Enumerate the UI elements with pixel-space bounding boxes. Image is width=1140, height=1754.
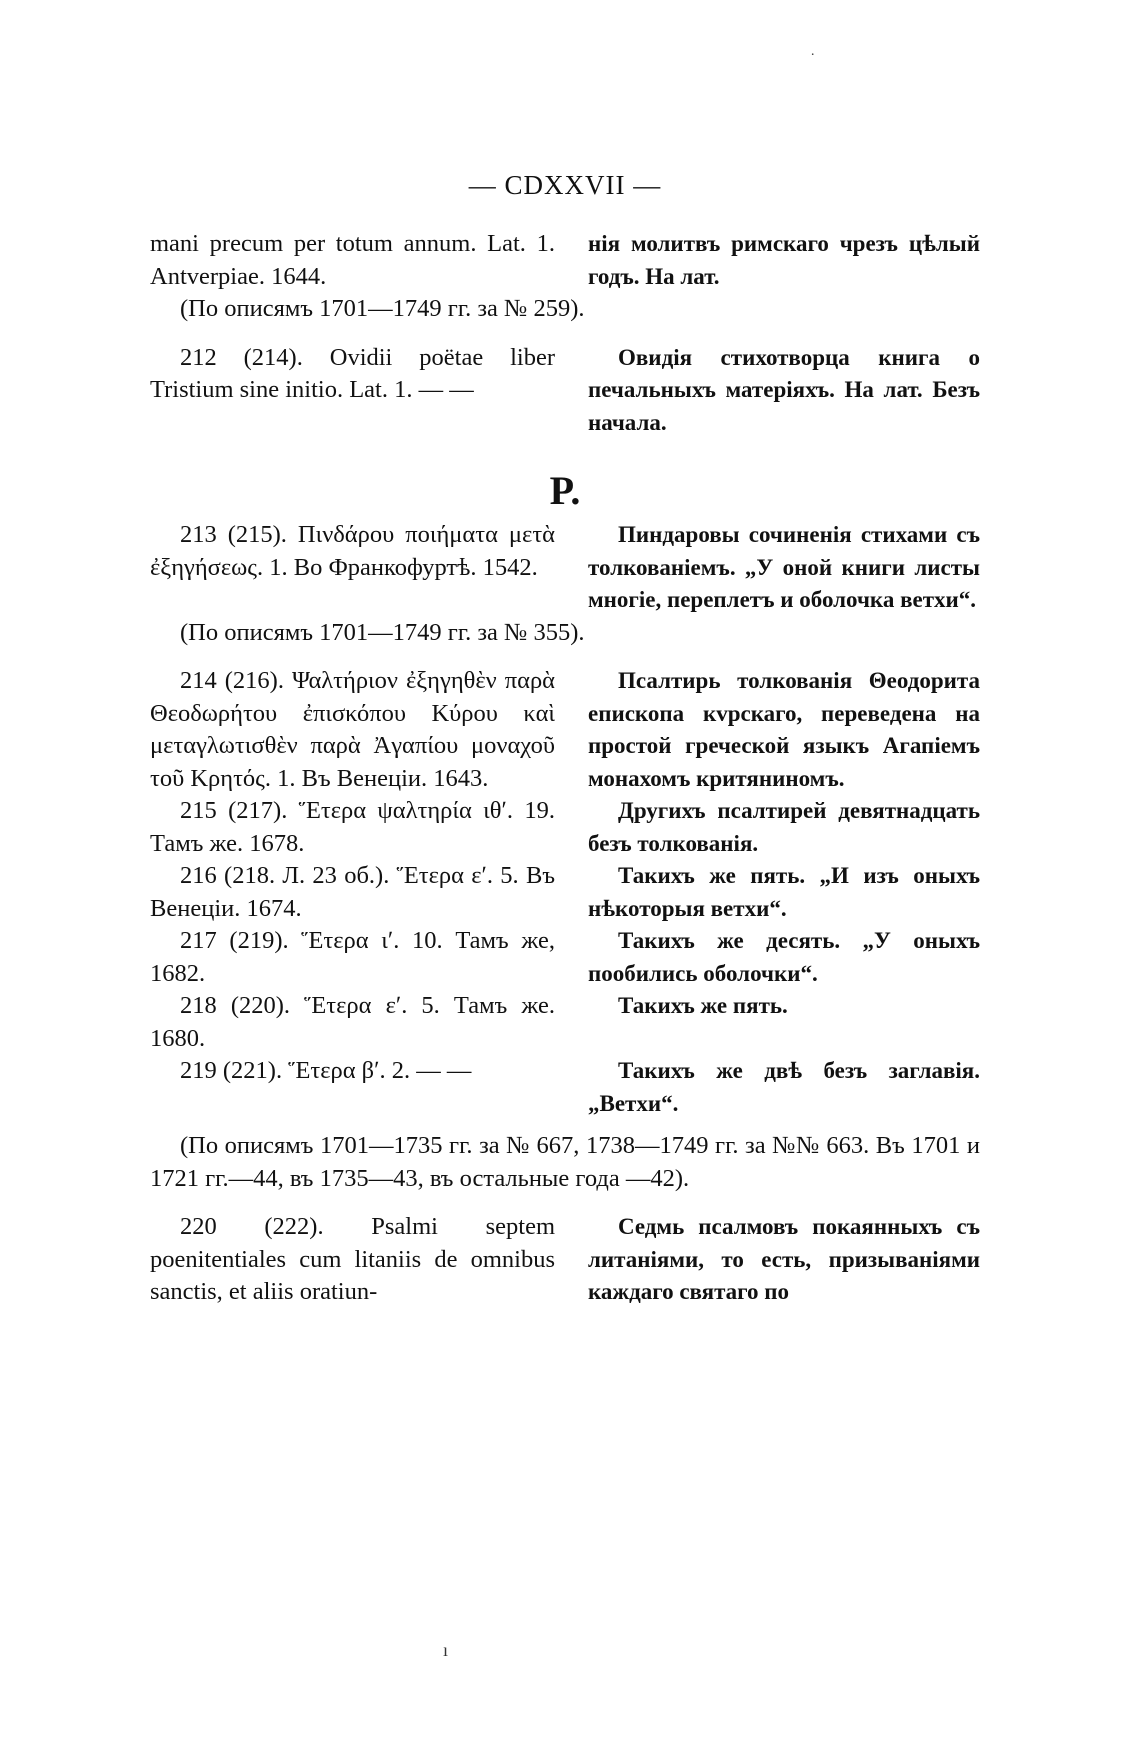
inventory-note: (По описямъ 1701—1749 гг. за № 355). (180, 618, 585, 646)
entry-218 (150, 990, 980, 1055)
entry-216 (150, 860, 980, 925)
entry-right-text: Такихъ же двѣ безъ заглавія. „Ветхи“. (588, 1058, 980, 1116)
entry-left-text: 212 (214). Ovidii poëtae liber Tristium sine initio. Lat. 1. — — (150, 343, 555, 403)
entry-217 (150, 925, 980, 990)
entry-left-text: 218 (220). Ἕτερα εʹ. 5. Тамъ же. 1680. (150, 992, 555, 1052)
entry-continuation (150, 228, 980, 293)
entry-right-text: Другихъ псалтирей девятнадцать безъ толкованія. (588, 798, 980, 856)
page-body (150, 228, 980, 1309)
inventory-note: (По описямъ 1701—1749 гг. за № 259). (180, 295, 585, 322)
entry-left-text: mani precum per totum annum. Lat. 1. Antverpiae. 1644. (150, 230, 555, 290)
inventory-note: (По описямъ 1701—1735 гг. за № 667, 1738—1749 гг. за №№ 663. Въ 1701 и 1721 гг.—44, въ 1735—43, въ остальные года —42). (150, 1132, 980, 1192)
section-letter-heading: P. (549, 468, 581, 513)
entry-right-text: Седмь псалмовъ покаянныхъ съ литаніями, то есть, призываніями каждаго святаго по (588, 1214, 980, 1304)
book-page (150, 0, 980, 1754)
entry-left-text: 216 (218. Л. 23 об.). Ἕτερα εʹ. 5. Въ Венеціи. 1674. (150, 862, 555, 922)
entry-right-text: Пиндаровы сочиненія стихами съ толкованіемъ. „У оной книги листы многіе, переплетъ и оболочка ветхи“. (588, 522, 980, 612)
entry-left-text: 213 (215). Πινδάρου ποιήματα μετὰ ἐξηγήσεως. 1. Во Франкофуртѣ. 1542. (150, 521, 555, 581)
edge-mark: · (810, 48, 815, 63)
entry-215 (150, 795, 980, 860)
bottom-mark: ı (443, 1640, 449, 1660)
entry-left-text: 220 (222). Psalmi septem poenitentiales cum litaniis de omnibus sanctis, et aliis oratiun- (150, 1213, 555, 1305)
entry-left-text: 217 (219). Ἕτερα ιʹ. 10. Тамъ же, 1682. (150, 927, 555, 987)
entry-left-text: 215 (217). Ἕτερα ψαλτηρία ιθʹ. 19. Тамъ же. 1678. (150, 797, 555, 857)
entry-212 (150, 342, 980, 440)
entry-right-text: Овидія стихотворца книга о печальныхъ матеріяхъ. На лат. Безъ начала. (588, 344, 980, 435)
entry-220 (150, 1211, 980, 1309)
entry-right-text: нія молитвъ римскаго чрезъ цѣлый годъ. На лат. (588, 231, 980, 289)
entry-right-text: Такихъ же пять. „И изъ оныхъ нѣкоторыя ветхи“. (588, 863, 980, 921)
entry-219 (150, 1055, 980, 1120)
entry-right-text: Такихъ же пять. (618, 993, 788, 1018)
entry-left-text: 214 (216). Ψαλτήριον ἐξηγηθὲν παρὰ Θεοδωρήτου ἐπισκόπου Κύρου καὶ μεταγλωτισθὲν παρὰ Ἀγαπίου μοναχοῦ τοῦ Κρητός. 1. Въ Венеціи. 1643. (150, 667, 555, 792)
entry-right-text: Такихъ же десять. „У оныхъ пообились оболочки“. (588, 928, 980, 986)
entry-214 (150, 665, 980, 795)
page-number-header: — CDXXVII — (468, 170, 662, 200)
entry-right-text: Псалтирь толкованія Θеодорита епископа кvрскаго, переведена на простой греческой языкъ Агапіемъ монахомъ критяниномъ. (588, 668, 980, 791)
entry-213 (150, 519, 980, 617)
entry-left-text: 219 (221). Ἕτερα βʹ. 2. — — (180, 1057, 472, 1084)
